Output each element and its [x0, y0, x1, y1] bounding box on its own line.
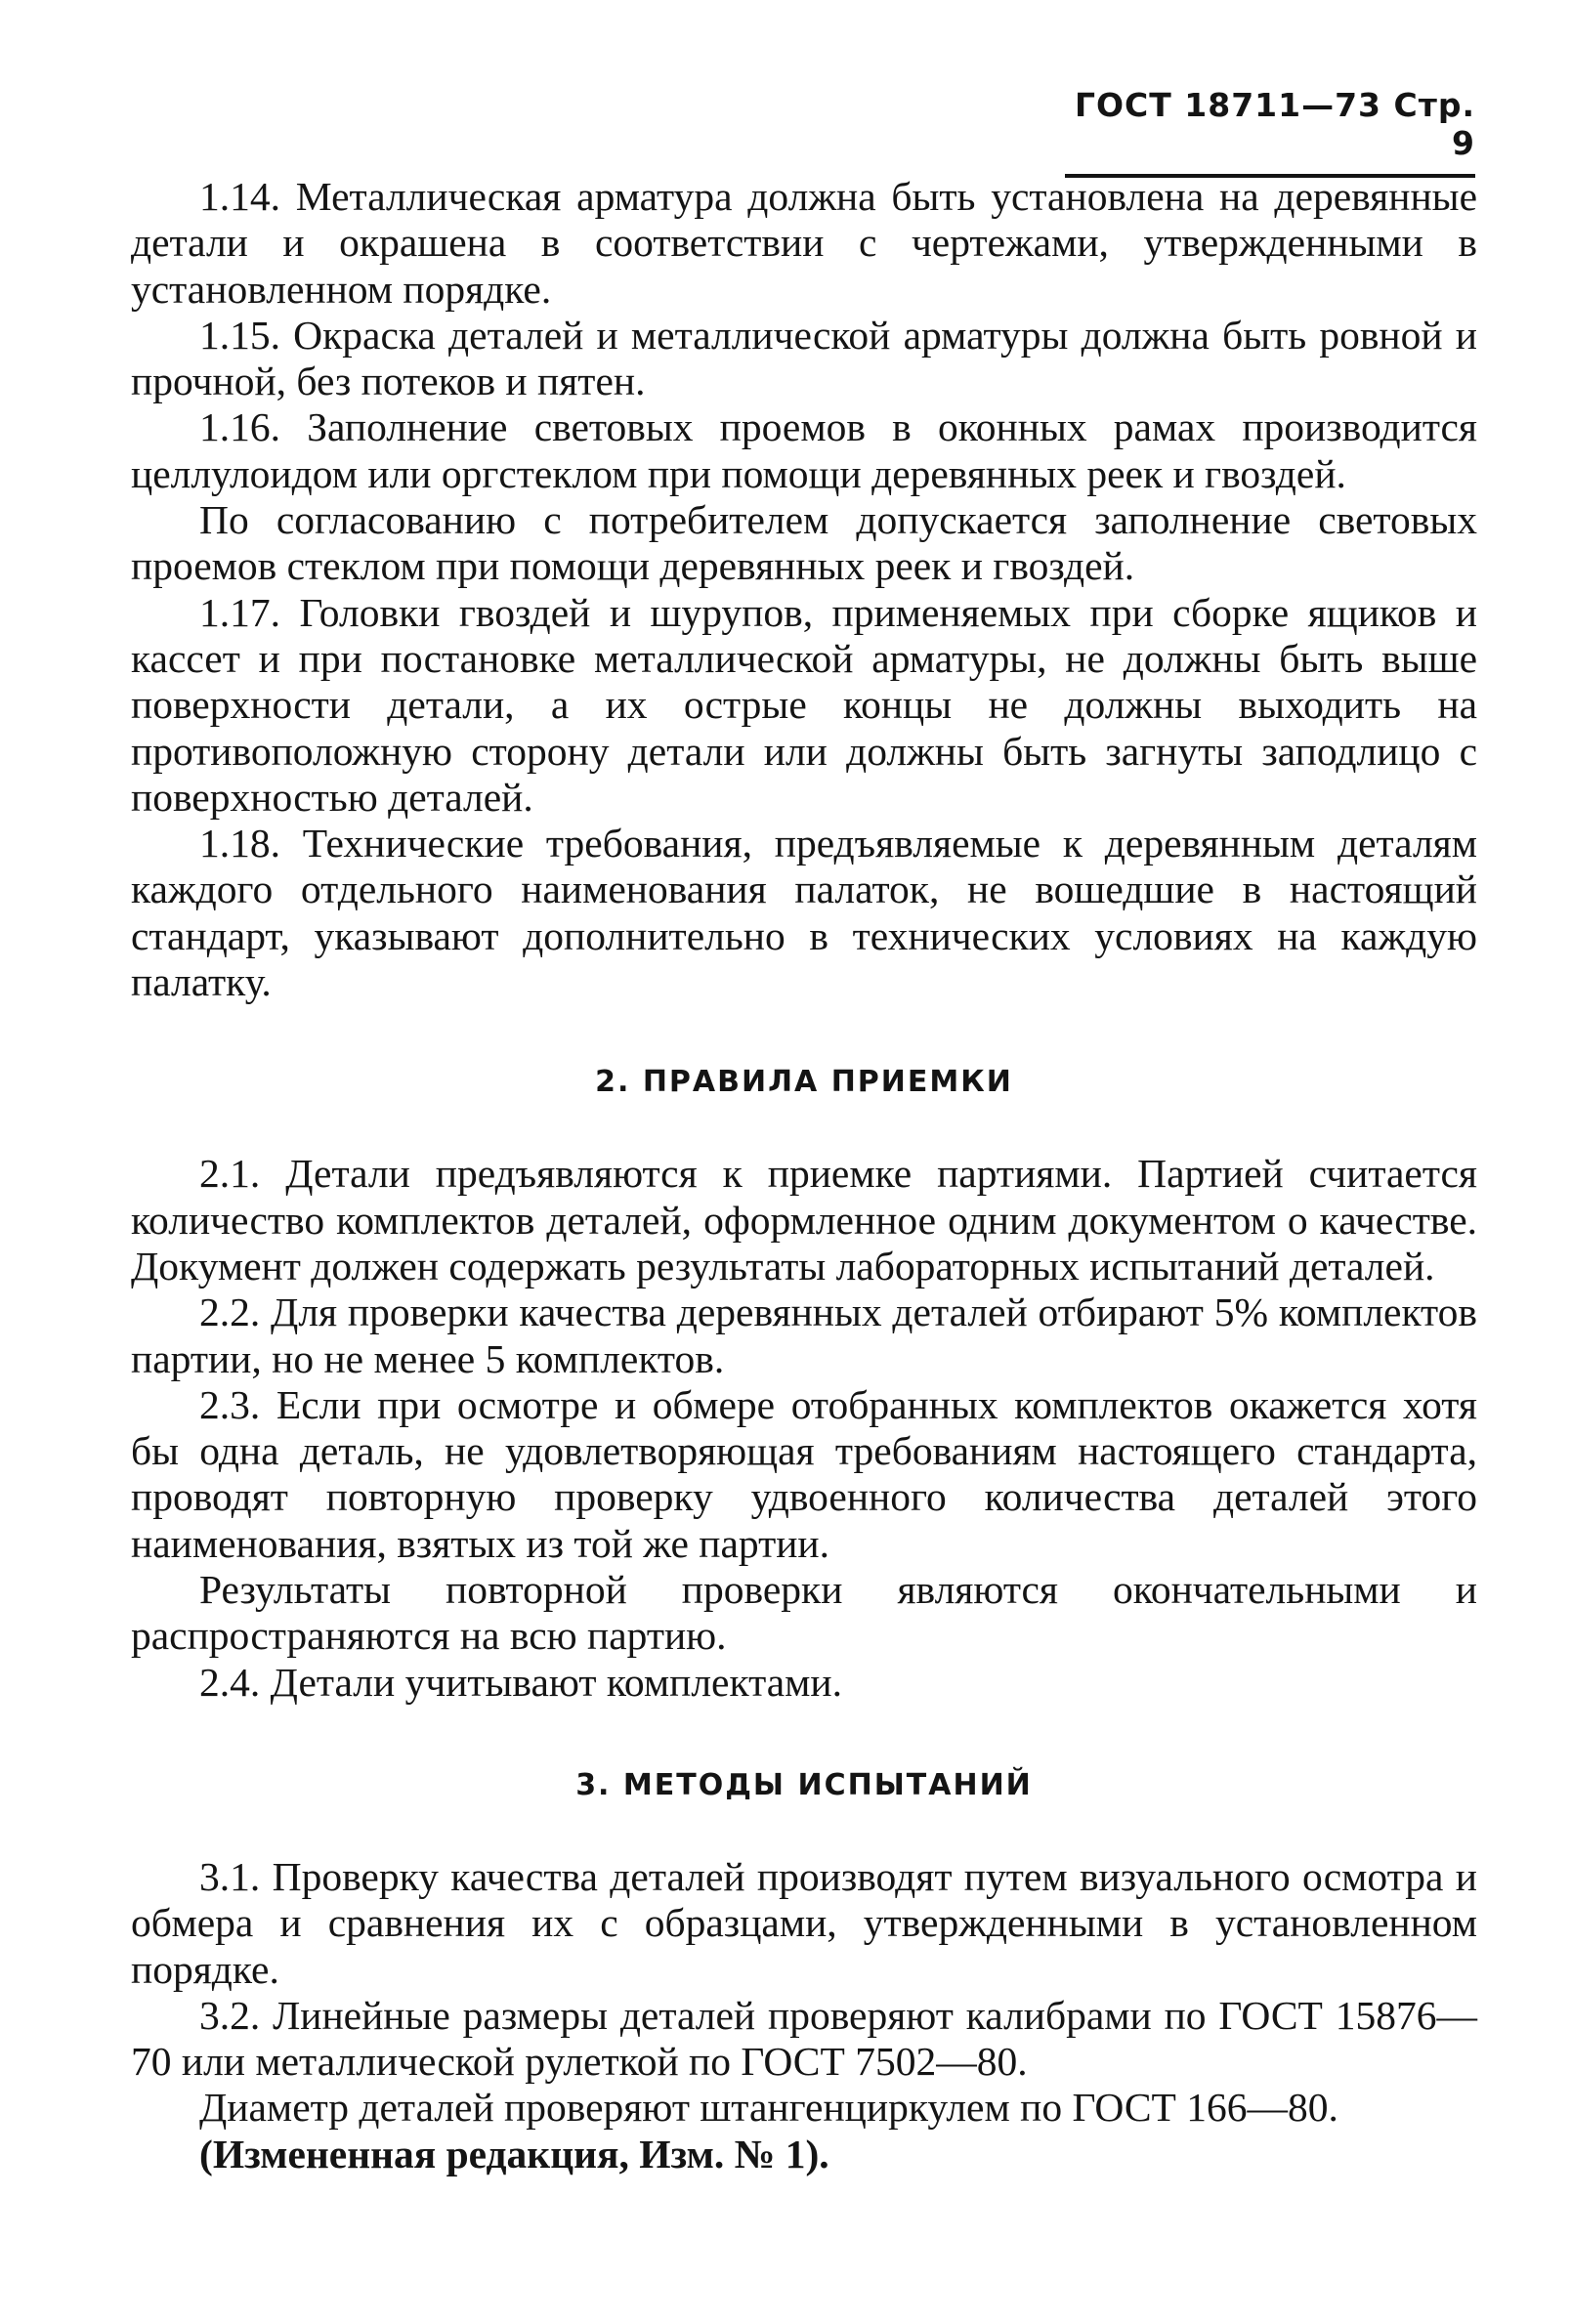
paragraph-2-4: 2.4. Детали учитывают комплектами. — [199, 1659, 843, 1705]
document-body — [131, 174, 1477, 2177]
section-2-acceptance-rules — [131, 1151, 1477, 1706]
paragraph-2-1: 2.1. Детали предъявляются к приемке партиями. Партией считается количество комплектов деталей, оформленное одним документом о качестве. Документ должен содержать результаты лабораторных испытаний деталей. — [131, 1151, 1477, 1289]
paragraph-1-14: 1.14. Металлическая арматура должна быть установлена на деревянные детали и окрашена в соответствии с чертежами, утвержденными в установленном порядке. — [131, 174, 1477, 312]
paragraph-2-3: 2.3. Если при осмотре и обмере отобранных комплектов окажется хотя бы одна деталь, не удовлетворяющая требованиям настоящего стандарта, проводят повторную проверку удвоенного количества деталей этого наименования, взятых из той же партии. — [131, 1381, 1477, 1566]
paragraph-3-1: 3.1. Проверку качества деталей производят путем визуального осмотра и обмера и сравнения их с образцами, утвержденными в установленном порядке. — [131, 1853, 1477, 1992]
paragraph-2-3-note: Результаты повторной проверки являются окончательными и распространяются на всю партию. — [131, 1567, 1477, 1659]
page-header: ГОСТ 18711—73 Стр. 9 — [1065, 86, 1475, 178]
section-1-requirements — [131, 174, 1477, 1005]
section-3-heading: 3. МЕТОДЫ ИСПЫТАНИЙ — [575, 1767, 1033, 1802]
paragraph-2-2: 2.2. Для проверки качества деревянных деталей отбирают 5% комплектов партии, но не менее 5 комплектов. — [131, 1289, 1477, 1381]
paragraph-1-16-note: По согласованию с потребителем допускается заполнение световых проемов стеклом при помощи деревянных реек и гвоздей. — [131, 497, 1477, 589]
paragraph-1-16: 1.16. Заполнение световых проемов в оконных рамах производится целлулоидом или оргстеклом при помощи деревянных реек и гвоздей. — [131, 404, 1477, 496]
paragraph-3-2-diameter: Диаметр деталей проверяют штангенциркулем по ГОСТ 166—80. — [199, 2085, 1338, 2131]
section-2-heading: 2. ПРАВИЛА ПРИЕМКИ — [595, 1065, 1013, 1100]
paragraph-1-15: 1.15. Окраска деталей и металлической арматуры должна быть ровной и прочной, без потеков и пятен. — [131, 312, 1477, 404]
section-3-test-methods — [131, 1854, 1477, 2177]
paragraph-1-18: 1.18. Технические требования, предъявляемые к деревянным деталям каждого отдельного наименования палаток, не вошедшие в настоящий стандарт, указывают дополнительно в технических условиях на каждую палатку. — [131, 821, 1477, 1005]
amendment-note: (Измененная редакция, Изм. № 1). — [199, 2131, 829, 2176]
paragraph-3-2: 3.2. Линейные размеры деталей проверяют калибрами по ГОСТ 15876—70 или металлической рулеткой по ГОСТ 7502—80. — [131, 1992, 1477, 2085]
paragraph-1-17: 1.17. Головки гвоздей и шурупов, применяемых при сборке ящиков и кассет и при постановке металлической арматуры, не должны быть выше поверхности детали, а их острые концы не должны выходить на противоположную сторону детали или должны быть загнуты заподлицо с поверхностью деталей. — [131, 589, 1477, 820]
